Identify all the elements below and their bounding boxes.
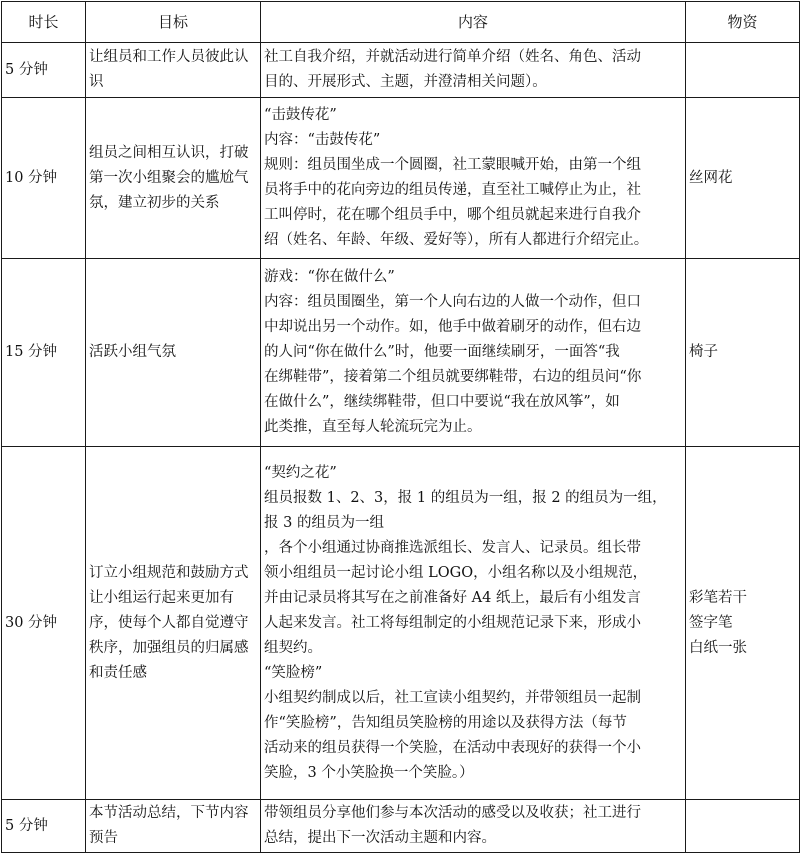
table-row (2, 800, 800, 853)
content-line: 社工自我介绍，并就活动进行简单介绍（姓名、角色、活动 (264, 49, 641, 65)
goal-cell: 本节活动总结，下节内容预告 (86, 800, 261, 853)
content-line: 在做什么”，继续绑鞋带，但口中要说“我在放风筝”，如 (264, 394, 620, 410)
header-materials: 物资 (686, 2, 800, 43)
content-line: 中却说出另一个动作。如，他手中做着刷牙的动作，但右边 (264, 319, 641, 335)
content-cell (261, 800, 686, 853)
content-line: 带领组员分享他们参与本次活动的感受以及收获；社工进行 (264, 805, 641, 821)
materials-cell (686, 98, 800, 259)
table-row (2, 98, 800, 259)
content-line: 组契约。 (264, 639, 322, 656)
content-cell (261, 98, 686, 259)
content-line: 游戏：“你在做什么” (264, 269, 395, 285)
header-duration: 时长 (2, 2, 86, 43)
content-line: “笑脸榜” (264, 664, 323, 681)
materials-cell (686, 43, 800, 98)
content-line: 小组契约制成以后，社工宣读小组契约，并带领组员一起制 (264, 689, 641, 706)
content-line: 的人问“你在做什么”时，他要一面继续刷牙，一面答“我 (264, 344, 620, 360)
content-line: “击鼓传花” (264, 107, 337, 123)
content-line: 内容：组员围圈坐，第一个人向右边的人做一个动作，但口 (264, 294, 641, 310)
content-line: 报 3 的组员为一组 (264, 514, 384, 531)
content-line: 员将手中的花向旁边的组员传递，直至社工喊停止为止，社 (264, 182, 641, 198)
materials-cell (686, 800, 800, 853)
duration-cell: 15 分钟 (2, 259, 86, 447)
content-cell (261, 43, 686, 98)
material-item: 椅子 (689, 344, 718, 360)
content-line: 并由记录员将其写在之前准备好 A4 纸上，最后有小组发言 (264, 589, 641, 606)
content-line: 内容：“击鼓传花” (264, 132, 381, 148)
content-line: 活动来的组员获得一个笑脸，在活动中表现好的获得一个小 (264, 739, 641, 756)
content-line: 笑脸，3 个小笑脸换一个笑脸。） (264, 764, 474, 781)
content-line: ，各个小组通过协商推选派组长、发言人、记录员。组长带 (264, 539, 641, 556)
header-goal: 目标 (86, 2, 261, 43)
content-line: 此类推，直至每人轮流玩完为止。 (264, 419, 482, 435)
goal-cell: 组员之间相互认识，打破第一次小组聚会的尴尬气氛，建立初步的关系 (86, 98, 261, 259)
duration-cell: 30 分钟 (2, 447, 86, 800)
content-line: “契约之花” (264, 464, 337, 481)
content-line: 领小组组员一起讨论小组 LOGO，小组名称以及小组规范， (264, 564, 648, 581)
content-line: 工叫停时，花在哪个组员手中，哪个组员就起来进行自我介 (264, 207, 641, 223)
material-item: 彩笔若干 (689, 589, 747, 606)
material-item: 白纸一张 (689, 639, 747, 656)
content-line: 目的、开展形式、主题，并澄清相关问题）。 (264, 74, 547, 90)
duration-cell: 5 分钟 (2, 800, 86, 853)
materials-cell (686, 447, 800, 800)
goal-cell: 活跃小组气氛 (86, 259, 261, 447)
table-row (2, 43, 800, 98)
goal-cell: 订立小组规范和鼓励方式让小组运行起来更加有序，使每个人都自觉遵守秩序，加强组员的归属感和责任感 (86, 447, 261, 800)
table-row (2, 259, 800, 447)
content-line: 总结，提出下一次活动主题和内容。 (264, 830, 496, 846)
content-line: 规则：组员围坐成一个圆圈，社工蒙眼喊开始，由第一个组 (264, 157, 641, 173)
table-row (2, 447, 800, 800)
activity-plan-table (1, 1, 800, 853)
duration-cell: 10 分钟 (2, 98, 86, 259)
header-content: 内容 (261, 2, 686, 43)
content-line: 作“笑脸榜”，告知组员笑脸榜的用途以及获得方法（每节 (264, 714, 627, 731)
content-line: 组员报数 1、2、3，报 1 的组员为一组，报 2 的组员为一组， (264, 489, 667, 506)
content-cell (261, 447, 686, 800)
goal-cell: 让组员和工作人员彼此认识 (86, 43, 261, 98)
content-line: 绍（姓名、年龄、年级、爱好等），所有人都进行介绍完止。 (264, 232, 649, 248)
content-cell (261, 259, 686, 447)
header-row (2, 2, 800, 43)
content-line: 在绑鞋带”，接着第二个组员就要绑鞋带，右边的组员问“你 (264, 369, 642, 385)
material-item: 签字笔 (689, 614, 733, 631)
duration-cell: 5 分钟 (2, 43, 86, 98)
material-item: 丝网花 (689, 169, 733, 186)
materials-cell (686, 259, 800, 447)
content-line: 人起来发言。社工将每组制定的小组规范记录下来，形成小 (264, 614, 641, 631)
